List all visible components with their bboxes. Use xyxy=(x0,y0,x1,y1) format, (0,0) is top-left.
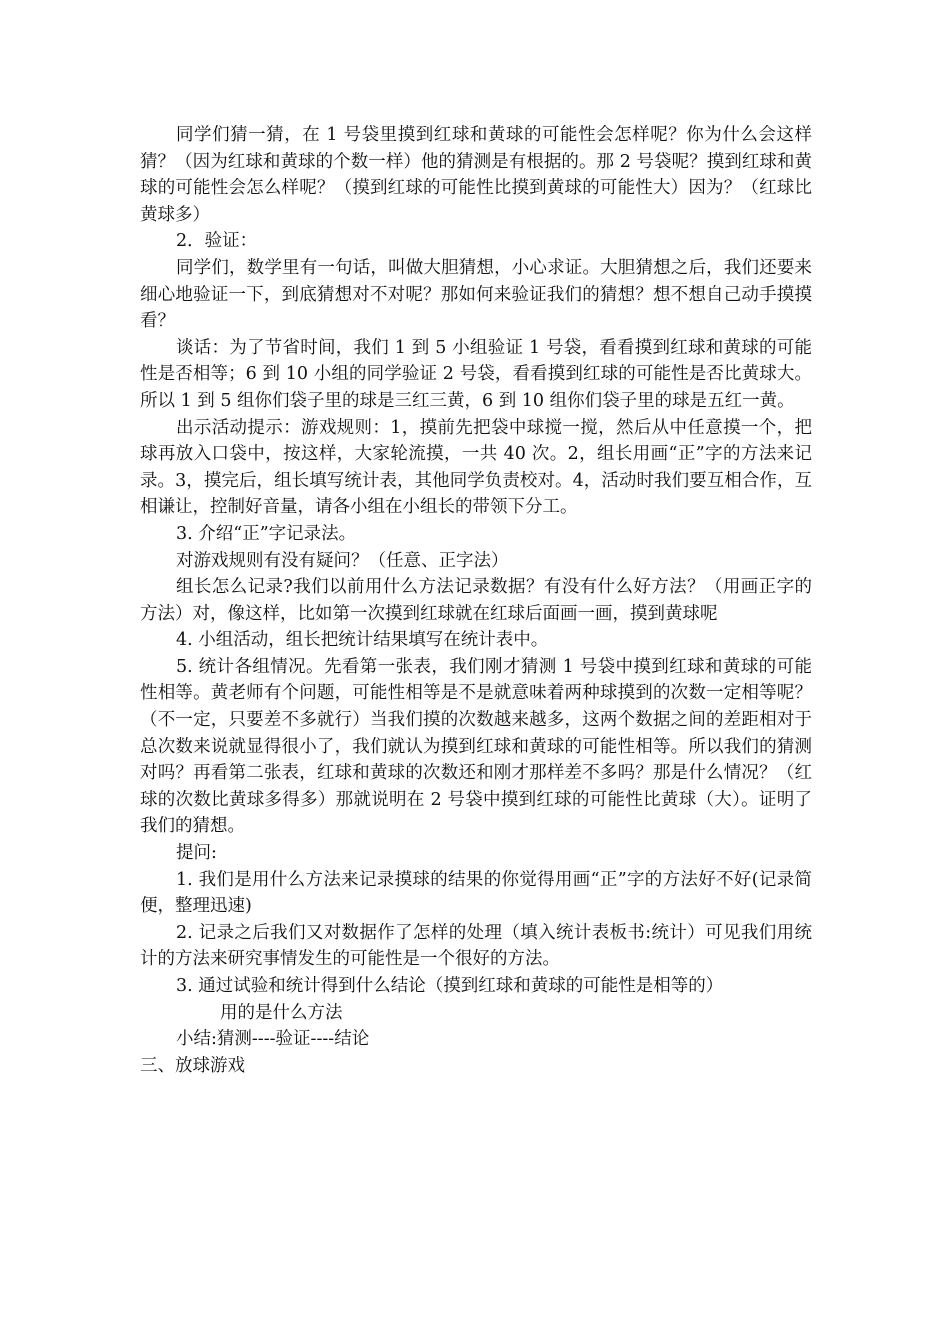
document-body xyxy=(140,122,812,1079)
question-3-followup: 用的是什么方法 xyxy=(220,1002,343,1023)
section-heading-ball-game: 三、放球游戏 xyxy=(140,1055,245,1076)
question-2: 2. 记录之后我们又对数据作了怎样的处理（填入统计表板书:统计）可见我们用统计的方法来研究事情发生的可能性是一个很好的方法。 xyxy=(140,922,812,970)
question-1: 1. 我们是用什么方法来记录摸球的结果的你觉得用画“正”字的方法好不好(记录简便，整理迅速) xyxy=(140,869,812,917)
heading-verify: 2．验证： xyxy=(176,231,258,252)
paragraph-talk: 谈话：为了节省时间，我们 1 到 5 小组验证 1 号袋，看看摸到红球和黄球的可能性是否相等；6 到 10 小组的同学验证 2 号袋，看看摸到红球的可能性是否比黄球大。所以 1 到 5 组你们袋子里的球是三红三黄，6 到 10 组你们袋子里的球是五红一黄。 xyxy=(140,337,812,411)
heading-zheng-method: 3. 介绍“正”字记录法。 xyxy=(176,523,357,544)
paragraph-verify-intro: 同学们，数学里有一句话，叫做大胆猜想，小心求证。大胆猜想之后，我们还要来细心地验证一下，到底猜想对不对呢？那如何来验证我们的猜想？想不想自己动手摸摸看？ xyxy=(140,257,812,332)
paragraph-activity-rules: 出示活动提示：游戏规则：1，摸前先把袋中球搅一搅，然后从中任意摸一个，把球再放入口袋中，按这样，大家轮流摸，一共 40 次。2，组长用画“正”字的方法来记录。3，摸完后，组长填写统计表，其他同学负责校对。4，活动时我们要互相合作，互相谦让，控制好音量，请各小组在小组长的带领下分工。 xyxy=(140,417,812,518)
question-3: 3. 通过试验和统计得到什么结论（摸到红球和黄球的可能性是相等的） xyxy=(176,976,724,996)
paragraph-statistics: 5. 统计各组情况。先看第一张表，我们刚才猜测 1 号袋中摸到红球和黄球的可能性相等。黄老师有个问题，可能性相等是不是就意味着两种球摸到的次数一定相等呢？（不一定，只要差不多就行）当我们摸的次数越来越多，这两个数据之间的差距相对于总次数来说就显得很小了，我们就认为摸到红球和黄球的可能性相等。所以我们的猜测对吗？再看第二张表，红球和黄球的次数还和刚才那样差不多吗？那是什么情况？（红球的次数比黄球多得多）那就说明在 2 号袋中摸到红球的可能性比黄球（大）。证明了我们的猜想。 xyxy=(140,656,812,837)
heading-questions: 提问: xyxy=(176,843,217,864)
paragraph-guess: 同学们猜一猜，在 1 号袋里摸到红球和黄球的可能性会怎样呢？你为什么会这样猜？（因为红球和黄球的个数一样）他的猜测是有根据的。那 2 号袋呢？摸到红球和黄球的可能性会怎么样呢？（摸到红球的可能性比摸到黄球的可能性大）因为？（红球比黄球多） xyxy=(140,125,812,225)
summary-line: 小结:猜测----验证----结论 xyxy=(176,1029,370,1050)
paragraph-group-activity: 4. 小组活动，组长把统计结果填写在统计表中。 xyxy=(176,630,549,651)
paragraph-rules-question: 对游戏规则有没有疑问？（任意、正字法） xyxy=(176,550,509,571)
paragraph-recording: 组长怎么记录?我们以前用什么方法记录数据？有没有什么好方法？（用画正字的方法）对，像这样，比如第一次摸到红球就在红球后面画一画，摸到黄球呢 xyxy=(140,577,812,624)
